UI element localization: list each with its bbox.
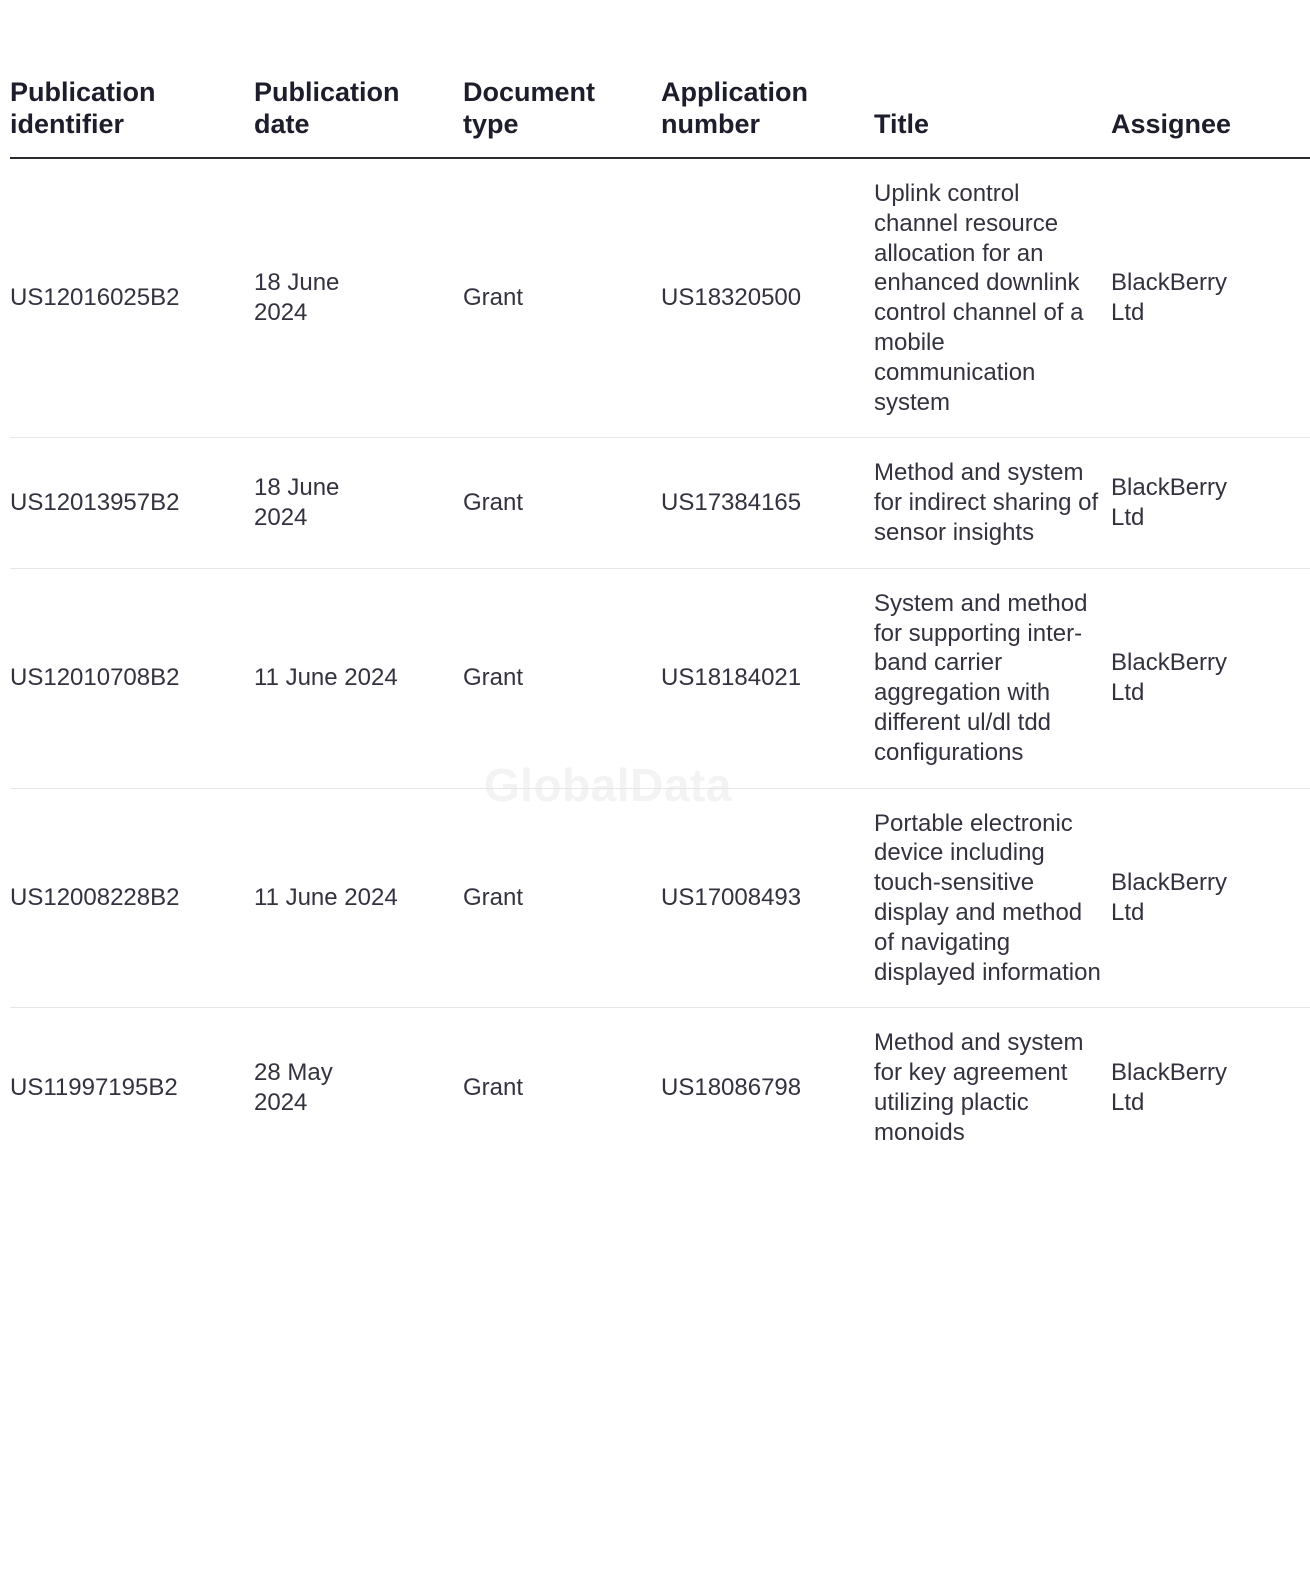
column-header-document-type: Document type xyxy=(463,0,661,158)
assignee-text: BlackBerry Ltd xyxy=(1111,649,1228,707)
watermark: GlobalData xyxy=(484,759,732,811)
column-header-application-number: Application number xyxy=(661,0,874,158)
publication-date-text: 18 June 2024 xyxy=(254,474,340,532)
column-header-publication-date: Publication date xyxy=(254,0,463,158)
cell-document-type: Grant xyxy=(463,158,661,438)
table-body xyxy=(10,158,1310,1168)
cell-publication-date xyxy=(254,158,463,438)
column-header-publication-identifier: Publication identifier xyxy=(10,0,254,158)
cell-assignee xyxy=(1111,1008,1310,1168)
cell-document-type: Grant xyxy=(463,438,661,568)
cell-assignee xyxy=(1111,568,1310,788)
cell-document-type: Grant xyxy=(463,1074,524,1102)
cell-application-number: US18184021 xyxy=(661,568,874,788)
table-row xyxy=(10,1008,1310,1168)
table-row xyxy=(10,438,1310,568)
cell-title: Uplink control channel resource allocation for an enhanced downlink control channel of a mobile communication system xyxy=(874,158,1111,438)
column-header-title: Title xyxy=(874,0,1111,158)
publication-date-text: 28 May 2024 xyxy=(254,1059,333,1116)
cell-document-type: Grant xyxy=(463,568,661,788)
assignee-text: BlackBerry Ltd xyxy=(1111,869,1228,926)
publication-date-text: 18 June 2024 xyxy=(254,269,340,327)
assignee-text: BlackBerry Ltd xyxy=(1111,269,1228,327)
column-header-assignee: Assignee xyxy=(1111,0,1310,158)
patent-table xyxy=(10,0,1310,1168)
cell-publication-identifier: US12013957B2 xyxy=(10,438,254,568)
cell-document-type: Grant xyxy=(463,788,661,1008)
cell-publication-date xyxy=(254,438,463,568)
cell-assignee xyxy=(1111,788,1310,1008)
header-row xyxy=(10,0,1310,158)
cell-publication-date xyxy=(254,1008,463,1168)
assignee-text: BlackBerry Ltd xyxy=(1111,1059,1228,1116)
table-header xyxy=(10,0,1310,158)
cell-application-number: US17008493 xyxy=(661,788,874,1008)
cell-title: Portable electronic device including touch-sensitive display and method of navigating displayed information xyxy=(874,788,1111,1008)
cell-publication-identifier: US11997195B2 xyxy=(10,1074,178,1102)
cell-application-number: US18320500 xyxy=(661,158,874,438)
cell-title: Method and system for indirect sharing of sensor insights xyxy=(874,438,1111,568)
patent-table-container xyxy=(10,0,1232,1580)
table-row xyxy=(10,788,1310,1008)
table-row xyxy=(10,568,1310,788)
assignee-text: BlackBerry Ltd xyxy=(1111,474,1228,532)
cell-publication-identifier: US12010708B2 xyxy=(10,568,254,788)
cell-assignee xyxy=(1111,438,1310,568)
cell-publication-identifier: US12008228B2 xyxy=(10,788,254,1008)
cell-application-number: US17384165 xyxy=(661,438,874,568)
cell-publication-date: 11 June 2024 xyxy=(254,568,463,788)
cell-publication-identifier: US12016025B2 xyxy=(10,158,254,438)
cell-application-number: US18086798 xyxy=(661,1074,802,1102)
cell-assignee xyxy=(1111,158,1310,438)
cell-title: System and method for supporting inter-band carrier aggregation with different ul/dl tdd configurations xyxy=(874,568,1111,788)
table-row xyxy=(10,158,1310,438)
cell-publication-date: 11 June 2024 xyxy=(254,788,463,1008)
cell-title: Method and system for key agreement utilizing plactic monoids xyxy=(874,1029,1084,1146)
